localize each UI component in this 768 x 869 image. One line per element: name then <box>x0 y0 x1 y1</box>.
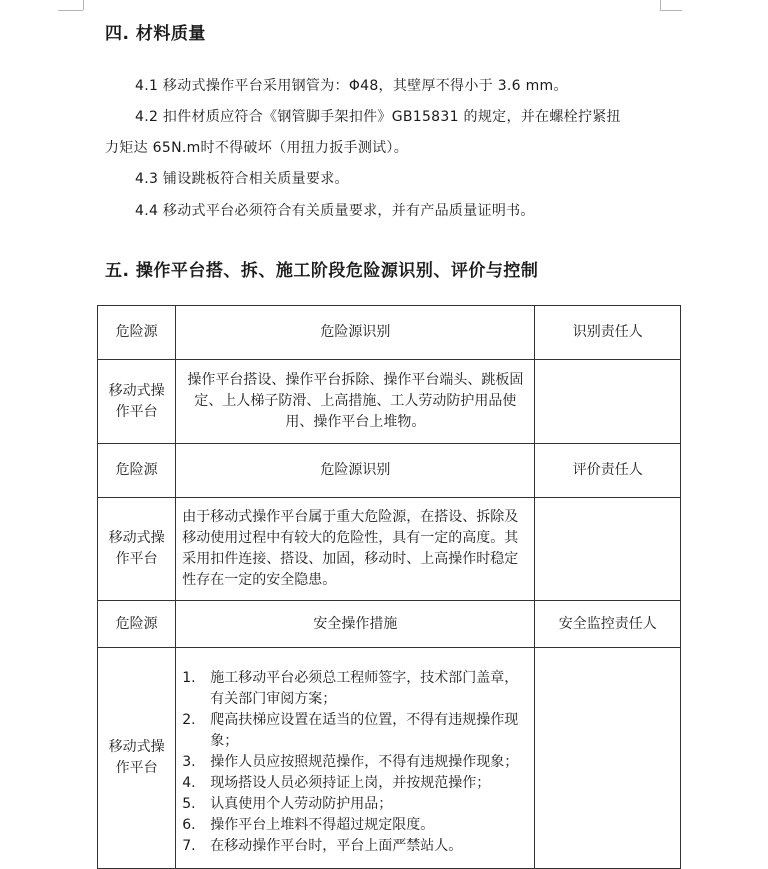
paragraph-4-2-line1: 4.2 扣件材质应符合《钢管脚手架扣件》GB15831 的规定，并在螺栓拧紧扭 <box>135 109 621 125</box>
table-row <box>98 306 681 360</box>
crop-mark-right-vertical <box>660 0 661 10</box>
crop-mark-left-horizontal <box>58 10 83 11</box>
list-item <box>182 815 526 836</box>
list-item-number: 5. <box>182 796 196 812</box>
hazard-table <box>97 305 681 869</box>
paragraph-4-1: 4.1 移动式操作平台采用钢管为：Φ48，其壁厚不得小于 3.6 mm。 <box>135 78 568 94</box>
list-item-number: 1. <box>182 670 196 686</box>
table-cell-evaluator-header: 评价责任人 <box>535 444 681 498</box>
table-cell-hazard-name: 移动式操作平台 <box>98 498 176 601</box>
table-row <box>98 601 681 648</box>
list-item <box>182 710 526 752</box>
list-item-number: 4. <box>182 775 196 791</box>
table-cell-responsible-header: 识别责任人 <box>535 306 681 360</box>
section-four-title: 四. 材料质量 <box>105 24 206 44</box>
table-cell-hazard-name: 移动式操作平台 <box>98 648 176 869</box>
table-row <box>98 360 681 444</box>
table-cell-hazard-header: 危险源 <box>98 306 176 360</box>
list-item <box>182 836 526 857</box>
list-item-number: 7. <box>182 838 196 854</box>
table-cell-hazard-header: 危险源 <box>98 444 176 498</box>
list-item-text: 认真使用个人劳动防护用品； <box>210 796 393 812</box>
table-cell-evaluator-empty <box>535 498 681 601</box>
table-cell-identification-text: 操作平台搭设、操作平台拆除、操作平台端头、跳板固定、上人梯子防滑、上高措施、工人劳动防护用品使用、操作平台上堆物。 <box>176 360 535 444</box>
paragraph-4-3: 4.3 铺设跳板符合相关质量要求。 <box>135 171 349 187</box>
list-item-text: 现场搭设人员必须持证上岗，并按规范操作； <box>210 775 491 791</box>
crop-mark-right-horizontal <box>660 10 682 11</box>
table-cell-hazard-name: 移动式操作平台 <box>98 360 176 444</box>
list-item-number: 6. <box>182 817 196 833</box>
table-row <box>98 444 681 498</box>
section-five-title: 五. 操作平台搭、拆、施工阶段危险源识别、评价与控制 <box>105 261 539 281</box>
table-cell-hazard-header: 危险源 <box>98 601 176 648</box>
list-item <box>182 668 526 710</box>
table-cell-monitor-header: 安全监控责任人 <box>535 601 681 648</box>
table-cell-monitor-empty <box>535 648 681 869</box>
table-cell-responsible-empty <box>535 360 681 444</box>
list-item-text: 在移动操作平台时，平台上面严禁站人。 <box>210 838 463 854</box>
list-item <box>182 794 526 815</box>
list-item <box>182 752 526 773</box>
list-item-number: 3. <box>182 754 196 770</box>
list-item-number: 2. <box>182 712 196 728</box>
list-item <box>182 773 526 794</box>
paragraph-4-4: 4.4 移动式平台必须符合有关质量要求，并有产品质量证明书。 <box>135 203 535 219</box>
list-item-text: 操作平台上堆料不得超过规定限度。 <box>210 817 435 833</box>
list-item-text: 操作人员应按照规范操作，不得有违规操作现象； <box>210 754 519 770</box>
paragraph-4-2-line2: 力矩达 65N.m时不得破坏（用扭力扳手测试）。 <box>105 140 409 156</box>
table-cell-identification-header: 危险源识别 <box>176 306 535 360</box>
table-row <box>98 498 681 601</box>
table-cell-identification-header: 危险源识别 <box>176 444 535 498</box>
table-row <box>98 648 681 869</box>
crop-mark-left-vertical <box>83 0 84 10</box>
table-cell-measures-list <box>176 648 535 869</box>
safety-measures-list <box>176 668 534 857</box>
table-cell-measures-header: 安全操作措施 <box>176 601 535 648</box>
list-item-text: 施工移动平台必须总工程师签字，技术部门盖章，有关部门审阅方案； <box>210 670 519 707</box>
list-item-text: 爬高扶梯应设置在适当的位置，不得有违规操作现象； <box>210 712 519 749</box>
table-cell-evaluation-text: 由于移动式操作平台属于重大危险源，在搭设、拆除及移动使用过程中有较大的危险性，具有一定的高度。其采用扣件连接、搭设、加固，移动时、上高操作时稳定性存在一定的安全隐患。 <box>176 498 535 601</box>
